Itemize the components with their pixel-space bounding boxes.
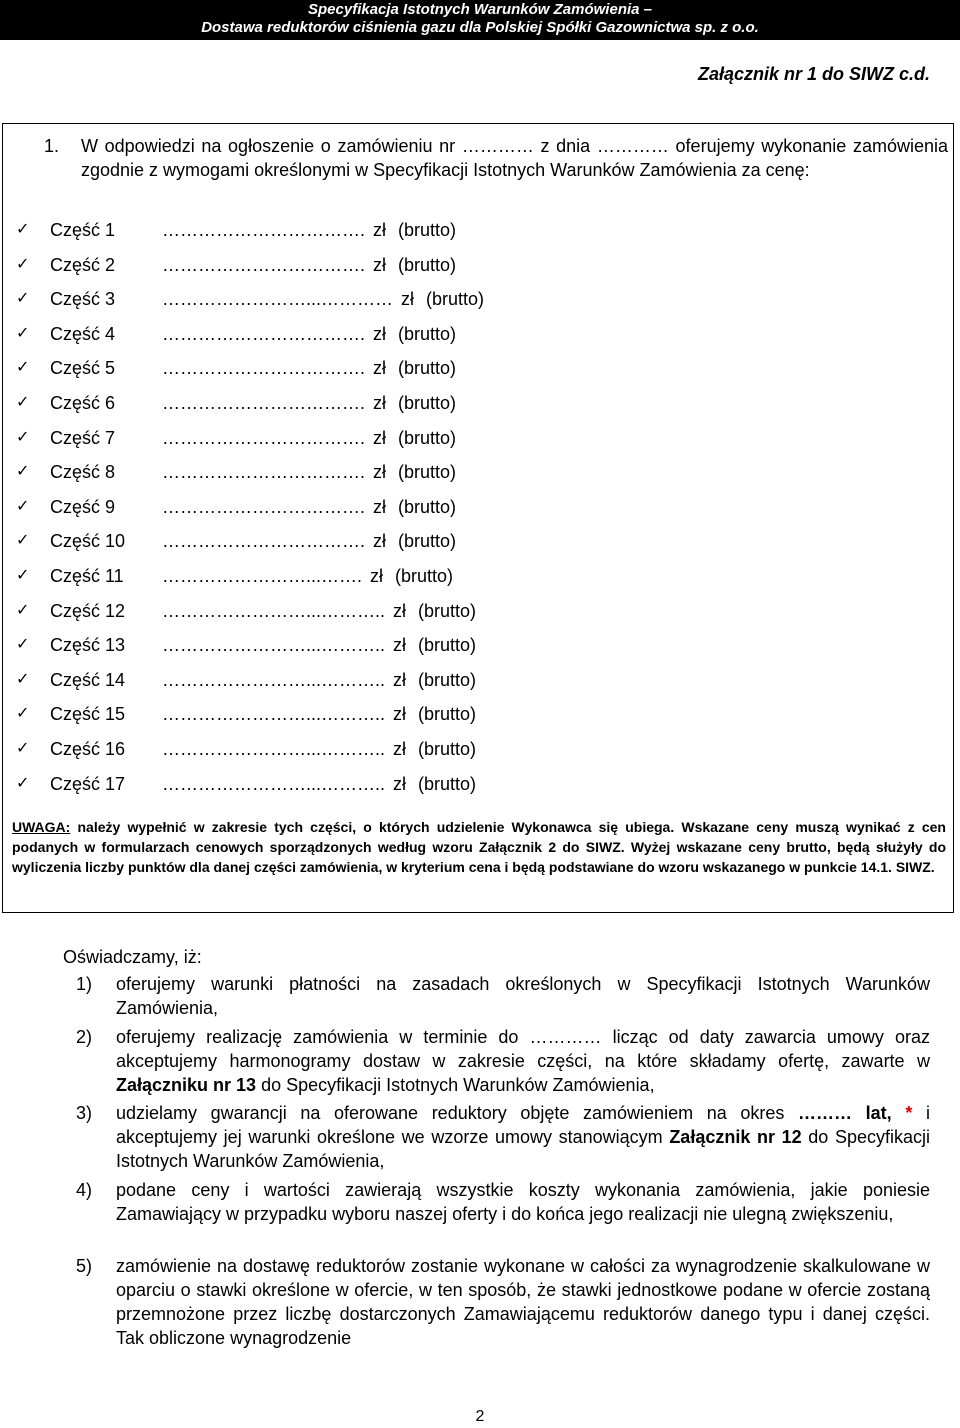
part-price-field[interactable]	[162, 564, 453, 588]
note	[12, 817, 946, 877]
declaration-number: 2)	[76, 1027, 93, 1047]
annex-title: Załącznik nr 1 do SIWZ c.d.	[697, 64, 930, 84]
price-part-row	[16, 322, 656, 346]
price-part-row	[16, 702, 656, 726]
price-part-row	[16, 460, 656, 484]
check-icon: ✓	[16, 774, 30, 792]
declaration-number: 4)	[76, 1180, 93, 1200]
part-price-field[interactable]	[162, 391, 456, 415]
intro-text-c: oferujemy wykonanie zamówienia zgodnie z wymogami określonymi w Specyfikacji Istotnych Warunków Zamówienia za cenę:	[81, 136, 948, 180]
check-icon: ✓	[16, 636, 30, 654]
check-icon: ✓	[16, 601, 30, 619]
part-price-dots[interactable]: …………………………….	[162, 323, 366, 344]
part-price-field[interactable]	[162, 737, 476, 761]
declaration-text	[116, 1025, 930, 1097]
check-icon: ✓	[16, 463, 30, 481]
annex-13-reference: Załączniku nr 13	[116, 1075, 257, 1095]
price-part-row	[16, 426, 656, 450]
part-price-dots[interactable]: …………………………….	[162, 531, 366, 552]
declaration-item-3	[76, 1101, 930, 1173]
part-currency: zł	[373, 427, 387, 448]
part-price-field[interactable]	[162, 426, 456, 450]
part-currency: zł	[401, 289, 415, 310]
part-price-field[interactable]	[162, 218, 456, 242]
check-icon: ✓	[16, 221, 30, 238]
part-brutto-label: (brutto)	[398, 531, 457, 552]
intro-text-a: W odpowiedzi na ogłoszenie o zamówieniu nr	[81, 136, 456, 156]
part-price-dots[interactable]: ……………………...…………	[162, 289, 394, 310]
part-price-dots[interactable]: …………………………….	[162, 393, 366, 413]
declaration-number: 1)	[76, 974, 93, 994]
part-price-dots[interactable]: …………………………….	[162, 254, 366, 275]
part-price-dots[interactable]: …………………………….	[162, 427, 366, 448]
part-label: Część 9	[50, 496, 116, 517]
part-price-dots[interactable]: ……………………...…….	[162, 566, 363, 586]
page-number: 2	[475, 1408, 485, 1425]
part-price-dots[interactable]: ……………………...………..	[162, 739, 386, 759]
part-brutto-label: (brutto)	[418, 600, 477, 621]
check-icon: ✓	[16, 567, 30, 584]
part-brutto-label: (brutto)	[398, 358, 457, 379]
declaration-item-1	[76, 972, 930, 1020]
part-price-dots[interactable]: ……………………...………..	[162, 669, 386, 690]
declaration-item-2	[76, 1025, 930, 1097]
part-brutto-label: (brutto)	[418, 669, 477, 690]
part-price-dots[interactable]: ……………………...………..	[162, 600, 386, 621]
part-label: Część 11	[50, 566, 124, 586]
part-currency: zł	[373, 462, 387, 483]
part-brutto-label: (brutto)	[418, 739, 477, 759]
part-price-field[interactable]	[162, 460, 456, 484]
part-currency: zł	[393, 739, 407, 759]
part-price-field[interactable]	[162, 529, 456, 553]
check-icon: ✓	[16, 359, 30, 377]
intro-text-b: z dnia	[540, 136, 591, 156]
part-price-field[interactable]	[162, 633, 476, 657]
declaration-text	[116, 1101, 930, 1173]
declaration-text: zamówienie na dostawę reduktorów zostanie wykonane w całości za wynagrodzenie skalkulowane w oparciu o stawki określone w ofercie, w ten sposób, że stawki jednostkowe podane w ofercie zostaną przemnożone przez liczbę dostarczonych Zamawiającemu reduktorów danego typu i danej części. Tak obliczone wynagrodzenie	[116, 1256, 930, 1348]
part-label: Część 16	[50, 739, 126, 759]
part-brutto-label: (brutto)	[418, 635, 477, 656]
declarations-title: Oświadczamy, iż:	[63, 947, 202, 967]
header-line-1: Specyfikacja Istotnych Warunków Zamówienia –	[308, 1, 652, 18]
note-text: należy wypełnić w zakresie tych części, o których udzielenie Wykonawca się ubiega. Wskazane ceny muszą wynikać z cen podanych w formularzach cenowych sporządzonych według wzoru Załącznik 2 do SIWZ. Wyżej wskazane ceny brutto, będą służyły do wyliczenia liczby punktów dla danej części zamówienia, w kryterium cena i będą podstawiane do wzoru wskazanego w punkcie 14.1. SIWZ.	[12, 819, 946, 875]
part-currency: zł	[373, 254, 387, 275]
part-brutto-label: (brutto)	[418, 773, 477, 794]
offer-intro	[44, 134, 948, 182]
part-label: Część 6	[50, 393, 116, 413]
part-brutto-label: (brutto)	[398, 427, 457, 448]
check-icon: ✓	[16, 670, 30, 688]
check-icon: ✓	[16, 740, 30, 757]
part-label: Część 4	[50, 323, 116, 344]
price-part-row	[16, 391, 656, 415]
part-currency: zł	[373, 531, 387, 552]
check-icon: ✓	[16, 532, 30, 550]
declaration-text-c: do Specyfikacji Istotnych Warunków Zamówienia,	[261, 1075, 655, 1095]
part-price-dots[interactable]: ……………………...………..	[162, 635, 386, 656]
warranty-years-field[interactable]: ……… lat,	[798, 1103, 892, 1123]
declaration-text-a: oferujemy realizację zamówienia w terminie do	[116, 1027, 519, 1047]
part-price-field[interactable]	[162, 772, 476, 796]
part-currency: zł	[370, 566, 384, 586]
delivery-term-field[interactable]: …………	[529, 1027, 602, 1047]
part-price-field[interactable]	[162, 287, 484, 311]
part-brutto-label: (brutto)	[398, 254, 457, 275]
declaration-item-5	[76, 1254, 930, 1350]
part-label: Część 5	[50, 358, 116, 379]
note-label: UWAGA:	[12, 819, 71, 835]
part-brutto-label: (brutto)	[398, 393, 457, 413]
announcement-date-field[interactable]: …………	[596, 136, 669, 156]
price-part-row	[16, 529, 656, 553]
part-price-field[interactable]	[162, 322, 456, 346]
part-brutto-label: (brutto)	[426, 289, 485, 310]
part-currency: zł	[393, 773, 407, 794]
declaration-text-b: licząc od daty zawarcia umowy oraz akceptujemy harmonogramy dostaw w zakresie części, na które składamy ofertę, zawarte w	[116, 1027, 930, 1071]
part-brutto-label: (brutto)	[398, 496, 457, 517]
part-price-dots[interactable]: …………………………….	[162, 496, 366, 517]
part-label: Część 2	[50, 254, 116, 275]
part-price-dots[interactable]: …………………………….	[162, 220, 366, 240]
price-part-row	[16, 356, 656, 380]
part-currency: zł	[373, 496, 387, 517]
check-icon: ✓	[16, 324, 30, 342]
part-currency: zł	[393, 669, 407, 690]
price-part-row	[16, 633, 656, 657]
part-currency: zł	[393, 704, 407, 725]
part-currency: zł	[373, 393, 387, 413]
document-header	[0, 0, 960, 40]
part-brutto-label: (brutto)	[398, 220, 457, 240]
part-price-field[interactable]	[162, 599, 476, 623]
part-label: Część 15	[50, 704, 126, 725]
part-currency: zł	[373, 323, 387, 344]
part-brutto-label: (brutto)	[398, 323, 457, 344]
price-part-row	[16, 495, 656, 519]
annex-12-reference: Załącznik nr 12	[669, 1127, 802, 1147]
part-price-dots[interactable]: …………………………….	[162, 358, 366, 379]
part-currency: zł	[393, 600, 407, 621]
part-price-field[interactable]	[162, 495, 456, 519]
part-label: Część 17	[50, 773, 126, 794]
declaration-text-c: do Specyfikacji Istotnych Warunków Zamówienia,	[116, 1127, 930, 1171]
announcement-number-field[interactable]: …………	[461, 136, 534, 156]
price-part-row	[16, 668, 656, 692]
price-part-row	[16, 564, 656, 588]
part-label: Część 3	[50, 289, 116, 310]
part-price-dots[interactable]: ……………………...………..	[162, 773, 386, 794]
part-price-field[interactable]	[162, 668, 476, 692]
part-brutto-label: (brutto)	[398, 462, 457, 483]
declaration-number: 5)	[76, 1256, 93, 1276]
part-label: Część 10	[50, 531, 126, 552]
part-label: Część 8	[50, 462, 116, 483]
price-part-row	[16, 599, 656, 623]
part-label: Część 7	[50, 427, 116, 448]
declaration-text-b: i akceptujemy jej warunki określone we wzorze umowy stanowiącym	[116, 1103, 930, 1147]
offer-number: 1.	[44, 136, 60, 156]
part-price-dots[interactable]: …………………………….	[162, 462, 366, 483]
price-part-row	[16, 737, 656, 761]
part-price-field[interactable]	[162, 356, 456, 380]
check-icon: ✓	[16, 705, 30, 723]
part-label: Część 13	[50, 635, 126, 656]
part-brutto-label: (brutto)	[395, 566, 454, 586]
part-label: Część 14	[50, 669, 126, 690]
declaration-text-a: udzielamy gwarancji na oferowane reduktory objęte zamówieniem na okres	[116, 1103, 785, 1123]
part-price-dots[interactable]: ……………………...………..	[162, 704, 386, 725]
part-price-field[interactable]	[162, 253, 456, 277]
part-price-field[interactable]	[162, 702, 476, 726]
part-currency: zł	[373, 220, 387, 240]
check-icon: ✓	[16, 255, 30, 273]
price-part-row	[16, 772, 656, 796]
declaration-text: podane ceny i wartości zawierają wszystkie koszty wykonania zamówienia, jakie poniesie Zamawiający w przypadku wyboru naszej oferty i do końca jego realizacji nie ulegną zwiększeniu,	[116, 1180, 930, 1224]
part-currency: zł	[393, 635, 407, 656]
footnote-asterisk: *	[905, 1103, 913, 1123]
check-icon: ✓	[16, 290, 30, 308]
price-part-row	[16, 253, 656, 277]
declaration-text: oferujemy warunki płatności na zasadach określonych w Specyfikacji Istotnych Warunków Zamówienia,	[116, 974, 930, 1018]
check-icon: ✓	[16, 394, 30, 411]
declaration-number: 3)	[76, 1103, 93, 1123]
check-icon: ✓	[16, 428, 30, 446]
part-label: Część 1	[50, 220, 116, 240]
declaration-item-4	[76, 1178, 930, 1226]
header-line-2: Dostawa reduktorów ciśnienia gazu dla Polskiej Spółki Gazownictwa sp. z o.o.	[201, 19, 759, 36]
part-brutto-label: (brutto)	[418, 704, 477, 725]
part-label: Część 12	[50, 600, 126, 621]
part-currency: zł	[373, 358, 387, 379]
check-icon: ✓	[16, 497, 30, 515]
price-part-row	[16, 218, 656, 242]
price-part-row	[16, 287, 656, 311]
